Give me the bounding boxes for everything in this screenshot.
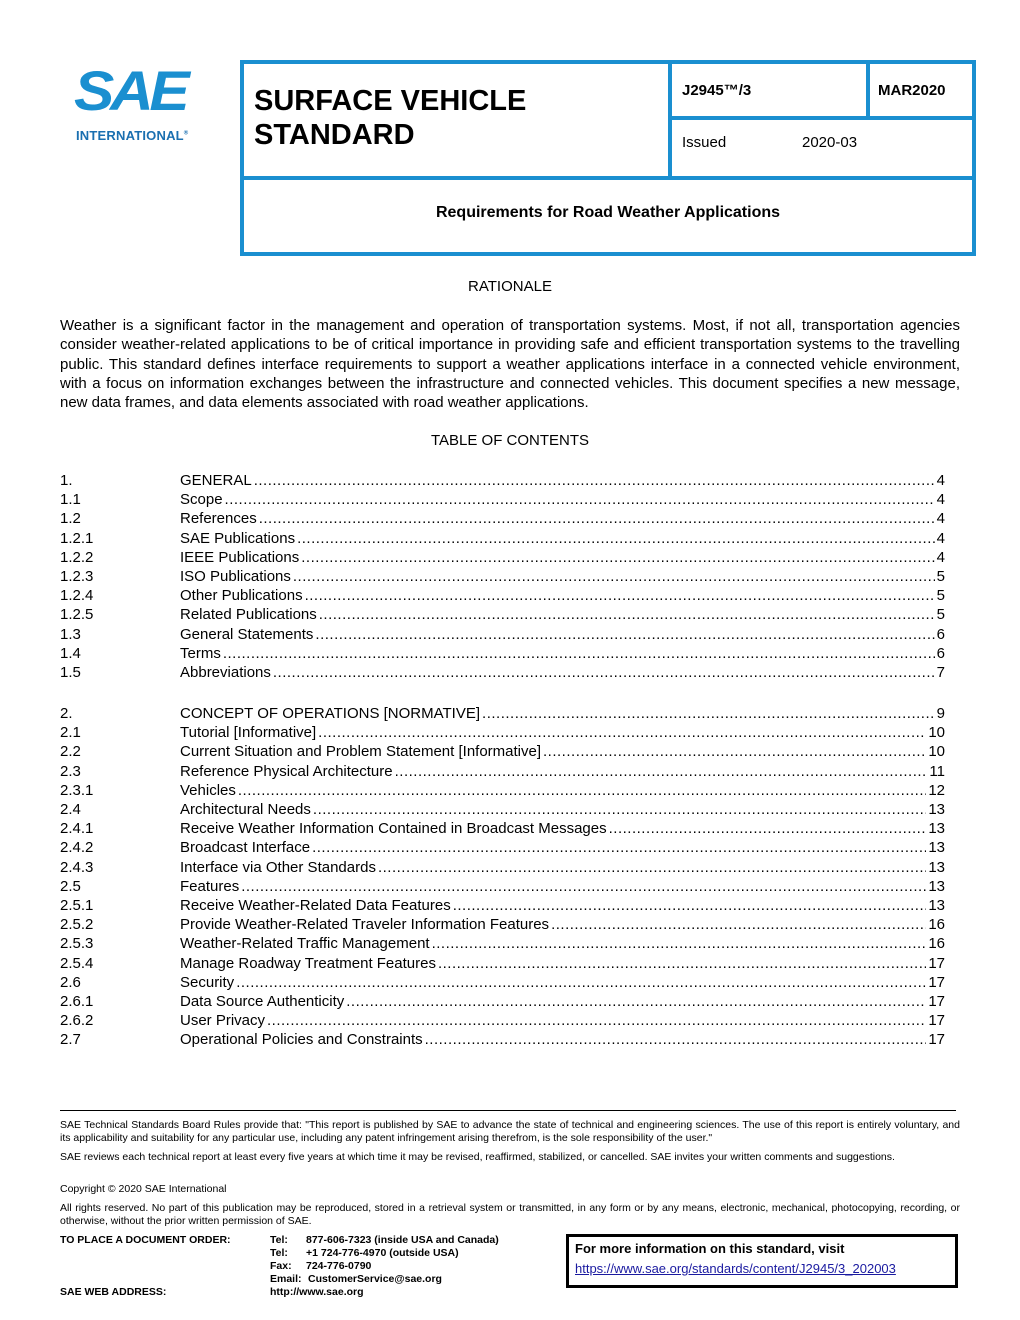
fax-label: Fax: bbox=[270, 1260, 292, 1272]
toc-leader-dots bbox=[438, 954, 926, 973]
logo-brand: SAE bbox=[74, 59, 186, 122]
toc-leader-dots bbox=[318, 723, 926, 742]
toc-leader-dots bbox=[425, 1030, 927, 1049]
toc-entry-number: 2.5 bbox=[60, 877, 81, 895]
rationale-text: Weather is a significant factor in the management and operation of transportation systems. Most, if not all, transportation agencies consider weather-related applications to be of critical importance in providing safe and efficient transportation systems to the travelling public. This standard defines interface requirements to support a weather applications interface in a connected vehicle environment, with a focus on information exchanges between the infrastructure and connected vehicles. This document specifies a new message, new data frames, and data elements associated with road weather applications. bbox=[60, 317, 960, 412]
toc-entry-number: 2.7 bbox=[60, 1031, 81, 1049]
toc-entry-title: ISO Publications bbox=[180, 567, 291, 585]
toc-heading: TABLE OF CONTENTS bbox=[430, 432, 590, 449]
footer-copyright: Copyright © 2020 SAE International bbox=[60, 1183, 227, 1195]
toc-entry[interactable] bbox=[60, 1011, 945, 1030]
toc-entry[interactable] bbox=[60, 973, 945, 992]
toc-leader-dots bbox=[241, 877, 926, 896]
toc-entry[interactable] bbox=[60, 490, 945, 509]
rationale-heading: RATIONALE bbox=[468, 278, 552, 295]
issued-label: Issued bbox=[682, 134, 727, 151]
toc-entry[interactable] bbox=[60, 663, 945, 682]
toc-entry-title: Other Publications bbox=[180, 587, 303, 605]
footer-divider bbox=[60, 1110, 956, 1111]
toc-entry[interactable] bbox=[60, 548, 945, 567]
toc-entry-page: 12 bbox=[928, 781, 945, 799]
toc-entry[interactable] bbox=[60, 762, 945, 781]
toc-entry-number: 2.3 bbox=[60, 762, 81, 780]
toc-entry-page: 13 bbox=[928, 896, 945, 914]
issued-value: 2020-03 bbox=[802, 134, 858, 151]
toc-entry-page: 5 bbox=[936, 606, 945, 624]
email-label: Email: bbox=[270, 1273, 302, 1285]
standard-link[interactable]: https://www.sae.org/standards/content/J2945/3_202003 bbox=[575, 1261, 896, 1276]
toc-entry[interactable] bbox=[60, 723, 945, 742]
toc-entry[interactable] bbox=[60, 567, 945, 586]
toc-entry[interactable] bbox=[60, 838, 945, 857]
toc-entry-number: 2.6.1 bbox=[60, 992, 94, 1010]
toc-entry-number: 1.2.1 bbox=[60, 529, 94, 547]
toc-entry-number: 2.5.1 bbox=[60, 896, 94, 914]
toc-entry[interactable] bbox=[60, 877, 945, 896]
toc-entry-number: 2. bbox=[60, 705, 73, 723]
toc-entry[interactable] bbox=[60, 915, 945, 934]
tel2-label: Tel: bbox=[270, 1247, 288, 1259]
toc-entry[interactable] bbox=[60, 954, 945, 973]
toc-entry-number: 1.3 bbox=[60, 625, 81, 643]
footer-rules: SAE Technical Standards Board Rules provide that: "This report is published by SAE to advance the state of technical and engineering sciences. The use of this report is entirely voluntary, and its applicability and suitability for any particular use, including any patent infringement arising therefrom, is the sole responsibility of the user." bbox=[60, 1119, 960, 1144]
email-value[interactable]: CustomerService@sae.org bbox=[308, 1273, 442, 1285]
toc-entry-title: Data Source Authenticity bbox=[180, 992, 345, 1010]
toc-entry-title: Receive Weather-Related Data Features bbox=[180, 896, 451, 914]
toc-entry-number: 2.4.1 bbox=[60, 820, 94, 838]
toc-entry[interactable] bbox=[60, 471, 945, 490]
toc-entry-title: Provide Weather-Related Traveler Information Features bbox=[180, 916, 550, 934]
toc-leader-dots bbox=[395, 762, 928, 781]
toc-entry[interactable] bbox=[60, 1030, 945, 1049]
toc-entry-number: 1.2.5 bbox=[60, 606, 94, 624]
toc-entry[interactable] bbox=[60, 896, 945, 915]
toc-leader-dots bbox=[453, 896, 927, 915]
toc-entry-number: 1.2.2 bbox=[60, 548, 94, 566]
toc-entry-number: 1.2.3 bbox=[60, 567, 94, 585]
toc-entry-number: 2.3.1 bbox=[60, 781, 94, 799]
toc-entry-page: 4 bbox=[936, 472, 945, 489]
doc-number-cell bbox=[672, 64, 870, 120]
toc-entry-page: 13 bbox=[928, 801, 945, 818]
toc-entry-number: 1. bbox=[60, 472, 73, 489]
toc-entry-page: 4 bbox=[936, 510, 945, 528]
web-link[interactable]: http://www.sae.org bbox=[270, 1286, 364, 1298]
toc-entry[interactable] bbox=[60, 992, 945, 1011]
toc-entry-title: Tutorial [Informative] bbox=[180, 724, 317, 742]
toc-entry-title: GENERAL bbox=[180, 472, 252, 489]
toc-entry[interactable] bbox=[60, 781, 945, 800]
toc-entry[interactable] bbox=[60, 800, 945, 819]
toc-leader-dots bbox=[254, 471, 935, 490]
toc-entry-title: Reference Physical Architecture bbox=[180, 762, 393, 780]
toc-entry-number: 2.5.3 bbox=[60, 935, 94, 953]
toc-entry-page: 10 bbox=[928, 724, 945, 742]
toc-leader-dots bbox=[223, 644, 935, 663]
toc-entry-number: 1.2.4 bbox=[60, 587, 94, 605]
footer-review: SAE reviews each technical report at least every five years at which time it may be revised, reaffirmed, stabilized, or cancelled. SAE invites your written comments and suggestions. bbox=[60, 1151, 895, 1163]
toc-entry[interactable] bbox=[60, 934, 945, 953]
toc-entry-page: 13 bbox=[928, 839, 945, 857]
toc-entry-number: 2.5.2 bbox=[60, 916, 94, 934]
doc-subtitle: Requirements for Road Weather Applications bbox=[435, 204, 781, 221]
toc-entry-title: Security bbox=[180, 973, 235, 991]
toc-leader-dots bbox=[312, 838, 926, 857]
toc-entry-page: 4 bbox=[936, 529, 945, 547]
doc-type-cell bbox=[244, 64, 672, 180]
toc-entry-title: User Privacy bbox=[180, 1012, 266, 1030]
toc-leader-dots bbox=[432, 934, 927, 953]
toc-leader-dots bbox=[297, 529, 935, 548]
toc-entry-page: 5 bbox=[936, 567, 945, 585]
toc-entry[interactable] bbox=[60, 509, 945, 528]
toc-leader-dots bbox=[305, 586, 935, 605]
toc-entry-page: 7 bbox=[936, 663, 945, 681]
toc-entry-page: 13 bbox=[928, 877, 945, 895]
toc-entry-number: 2.2 bbox=[60, 743, 81, 761]
toc-entry-page: 4 bbox=[936, 491, 945, 509]
toc-entry-page: 11 bbox=[929, 762, 945, 780]
toc-entry-page: 9 bbox=[936, 705, 945, 723]
toc-entry-page: 17 bbox=[928, 954, 945, 972]
toc-entry-page: 5 bbox=[936, 587, 945, 605]
tel1-value: 877-606-7323 (inside USA and Canada) bbox=[306, 1234, 499, 1246]
toc-entry-page: 16 bbox=[928, 916, 945, 934]
toc-entry-title: Interface via Other Standards bbox=[180, 858, 376, 876]
issued-cell bbox=[672, 120, 972, 180]
toc-leader-dots bbox=[273, 663, 935, 682]
more-info-text: For more information on this standard, visit bbox=[575, 1241, 845, 1256]
toc-entry-title: Scope bbox=[180, 491, 223, 509]
toc-entry-page: 17 bbox=[928, 1012, 945, 1030]
toc-entry-title: References bbox=[180, 510, 257, 528]
toc-leader-dots bbox=[315, 625, 934, 644]
toc-leader-dots bbox=[293, 567, 935, 586]
doc-type: SURFACE VEHICLE STANDARD bbox=[254, 85, 527, 151]
toc-entry-title: SAE Publications bbox=[180, 529, 296, 547]
web-label: SAE WEB ADDRESS: bbox=[60, 1286, 167, 1298]
logo-subtitle: INTERNATIONAL® bbox=[76, 128, 189, 143]
toc-leader-dots bbox=[609, 819, 927, 838]
order-label: TO PLACE A DOCUMENT ORDER: bbox=[60, 1234, 231, 1246]
toc-entry-title: Features bbox=[180, 877, 240, 895]
toc-leader-dots bbox=[301, 548, 934, 567]
toc-entry-title: Vehicles bbox=[180, 781, 236, 799]
toc-entry-title: Terms bbox=[180, 644, 221, 662]
toc-entry[interactable] bbox=[60, 605, 945, 624]
more-info-box bbox=[566, 1234, 958, 1288]
toc-entry-page: 13 bbox=[928, 858, 945, 876]
toc-entry-page: 16 bbox=[928, 935, 945, 953]
toc-leader-dots bbox=[236, 973, 926, 992]
toc-entry-title: Architectural Needs bbox=[180, 801, 311, 818]
tel2-value: +1 724-776-4970 (outside USA) bbox=[306, 1247, 459, 1259]
toc-entry-title: CONCEPT OF OPERATIONS [NORMATIVE] bbox=[180, 705, 481, 723]
toc-entry-title: Abbreviations bbox=[180, 663, 271, 681]
toc-entry-number: 2.5.4 bbox=[60, 954, 94, 972]
toc-entry-number: 2.1 bbox=[60, 724, 81, 742]
toc-leader-dots bbox=[378, 858, 926, 877]
toc-entry-number: 1.1 bbox=[60, 491, 81, 509]
toc-entry-title: Related Publications bbox=[180, 606, 317, 624]
toc-leader-dots bbox=[313, 800, 926, 819]
toc-entry-page: 17 bbox=[928, 992, 945, 1010]
toc-entry-number: 2.4 bbox=[60, 801, 81, 818]
footer-rights: All rights reserved. No part of this publication may be reproduced, stored in a retrieval system or transmitted, in any form or by any means, electronic, mechanical, photocopying, recording, or otherwise, without the prior written permission of SAE. bbox=[60, 1202, 960, 1227]
toc-entry-title: Manage Roadway Treatment Features bbox=[180, 954, 436, 972]
toc-entry-title: Operational Policies and Constraints bbox=[180, 1031, 423, 1049]
toc-entry-page: 4 bbox=[936, 548, 945, 566]
toc-entry-page: 6 bbox=[936, 625, 945, 643]
toc-entry-number: 2.6.2 bbox=[60, 1012, 94, 1030]
toc-entry-page: 6 bbox=[936, 644, 945, 662]
toc-entry[interactable] bbox=[60, 704, 945, 723]
toc-section-gap bbox=[60, 682, 945, 704]
doc-number: J2945™/3 bbox=[682, 82, 752, 99]
toc-leader-dots bbox=[319, 605, 935, 624]
toc-entry-number: 1.5 bbox=[60, 663, 81, 681]
toc-entry-number: 1.4 bbox=[60, 644, 81, 662]
toc-entry-page: 13 bbox=[928, 820, 945, 838]
toc-entry-title: General Statements bbox=[180, 625, 314, 643]
toc-entry-number: 2.6 bbox=[60, 973, 81, 991]
toc-leader-dots bbox=[238, 781, 926, 800]
toc-entry-title: Current Situation and Problem Statement [Informative] bbox=[180, 743, 542, 761]
toc-entry[interactable] bbox=[60, 644, 945, 663]
toc-entry-title: Broadcast Interface bbox=[180, 839, 311, 857]
toc-entry[interactable] bbox=[60, 858, 945, 877]
toc-entry-title: Weather-Related Traffic Management bbox=[180, 935, 430, 953]
toc-entry-title: Receive Weather Information Contained in Broadcast Messages bbox=[180, 820, 607, 838]
toc-entry-title: IEEE Publications bbox=[180, 548, 300, 566]
table-of-contents bbox=[60, 471, 945, 1049]
doc-date: MAR2020 bbox=[878, 82, 946, 99]
toc-entry[interactable] bbox=[60, 742, 945, 761]
tel1-label: Tel: bbox=[270, 1234, 288, 1246]
toc-leader-dots bbox=[259, 509, 935, 528]
toc-leader-dots bbox=[267, 1011, 926, 1030]
toc-leader-dots bbox=[346, 992, 926, 1011]
toc-leader-dots bbox=[551, 915, 926, 934]
sae-logo bbox=[74, 59, 206, 146]
toc-entry[interactable] bbox=[60, 586, 945, 605]
toc-entry[interactable] bbox=[60, 819, 945, 838]
toc-entry-page: 17 bbox=[928, 973, 945, 991]
toc-entry-number: 2.4.3 bbox=[60, 858, 94, 876]
doc-subtitle-cell bbox=[244, 180, 972, 252]
toc-leader-dots bbox=[543, 742, 926, 761]
toc-leader-dots bbox=[225, 490, 935, 509]
toc-entry[interactable] bbox=[60, 529, 945, 548]
toc-entry-page: 10 bbox=[928, 743, 945, 761]
toc-entry-number: 1.2 bbox=[60, 510, 81, 528]
toc-entry-number: 2.4.2 bbox=[60, 839, 94, 857]
fax-value: 724-776-0790 bbox=[306, 1260, 372, 1272]
doc-date-cell bbox=[870, 64, 972, 120]
toc-leader-dots bbox=[482, 704, 935, 723]
toc-entry[interactable] bbox=[60, 625, 945, 644]
toc-entry-page: 17 bbox=[928, 1031, 945, 1049]
document-header bbox=[240, 60, 976, 256]
